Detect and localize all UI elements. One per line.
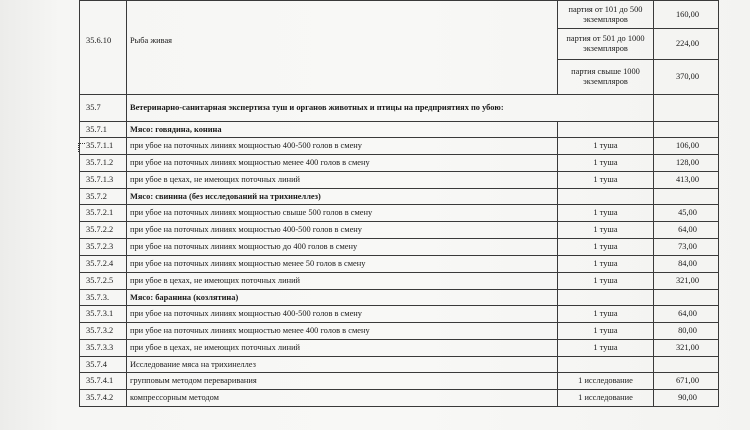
row-price: 321,00 — [654, 340, 719, 357]
table-row — [80, 390, 719, 407]
row-unit: 1 туша — [558, 155, 654, 172]
table-row — [80, 1, 719, 29]
table-row — [80, 205, 719, 222]
table-row — [80, 239, 719, 256]
table-row — [80, 323, 719, 340]
row-unit: 1 туша — [558, 222, 654, 239]
row-name: при убое на поточных линиях мощностью 400-500 голов в смену — [127, 222, 558, 239]
row-code: 35.7.1.1 — [80, 138, 127, 155]
row-price: 64,00 — [654, 222, 719, 239]
section-title: Исследование мяса на трихинеллез — [127, 357, 558, 373]
scan-mark — [78, 143, 85, 152]
row-name: групповым методом переваривания — [127, 373, 558, 390]
section-row — [80, 290, 719, 306]
row-name: Рыба живая — [127, 1, 558, 95]
section-code: 35.7.4 — [80, 357, 127, 373]
row-price: 84,00 — [654, 256, 719, 273]
row-code: 35.7 — [80, 95, 127, 122]
row-unit: 1 исследование — [558, 373, 654, 390]
row-code: 35.7.2.4 — [80, 256, 127, 273]
table-row — [80, 155, 719, 172]
section-row — [80, 357, 719, 373]
row-unit: 1 туша — [558, 138, 654, 155]
table-row — [80, 138, 719, 155]
row-price: 413,00 — [654, 172, 719, 189]
row-name: при убое на поточных линиях мощностью 400-500 голов в смену — [127, 306, 558, 323]
row-price: 45,00 — [654, 205, 719, 222]
row-price: 90,00 — [654, 390, 719, 407]
row-code: 35.7.3.1 — [80, 306, 127, 323]
row-code: 35.7.4.2 — [80, 390, 127, 407]
row-unit: 1 туша — [558, 256, 654, 273]
row-price: 370,00 — [654, 60, 719, 95]
section-code: 35.7.2 — [80, 189, 127, 205]
section-code: 35.7.3. — [80, 290, 127, 306]
row-code: 35.7.3.3 — [80, 340, 127, 357]
row-unit: партия от 501 до 1000 экземпляров — [558, 29, 654, 60]
row-code: 35.7.2.5 — [80, 273, 127, 290]
row-name: при убое на поточных линиях мощностью менее 400 голов в смену — [127, 323, 558, 340]
row-price: 106,00 — [654, 138, 719, 155]
section-title: Мясо: баранина (козлятина) — [127, 290, 558, 306]
table-row — [80, 172, 719, 189]
row-unit: партия от 101 до 500 экземпляров — [558, 1, 654, 29]
table-row — [80, 306, 719, 323]
row-name: при убое в цехах, не имеющих поточных линий — [127, 172, 558, 189]
row-unit: 1 туша — [558, 340, 654, 357]
row-price: 160,00 — [654, 1, 719, 29]
row-code: 35.7.4.1 — [80, 373, 127, 390]
row-code: 35.7.2.3 — [80, 239, 127, 256]
table-row — [80, 256, 719, 273]
row-price: 671,00 — [654, 373, 719, 390]
section-title: Мясо: свинина (без исследований на трихинеллез) — [127, 189, 558, 205]
table-row — [80, 340, 719, 357]
row-code: 35.7.3.2 — [80, 323, 127, 340]
row-price: 73,00 — [654, 239, 719, 256]
row-name: при убое на поточных линиях мощностью 400-500 голов в смену — [127, 138, 558, 155]
row-code: 35.6.10 — [80, 1, 127, 95]
section-code: 35.7.1 — [80, 122, 127, 138]
table-row — [80, 95, 719, 122]
tariff-table — [79, 0, 719, 407]
row-name: при убое на поточных линиях мощностью до 400 голов в смену — [127, 239, 558, 256]
row-unit: 1 туша — [558, 273, 654, 290]
row-unit: 1 туша — [558, 323, 654, 340]
row-price: 321,00 — [654, 273, 719, 290]
row-code: 35.7.1.3 — [80, 172, 127, 189]
row-unit: 1 туша — [558, 239, 654, 256]
row-price: 224,00 — [654, 29, 719, 60]
row-price: 80,00 — [654, 323, 719, 340]
row-unit: 1 исследование — [558, 390, 654, 407]
table-row — [80, 222, 719, 239]
row-code: 35.7.1.2 — [80, 155, 127, 172]
row-unit: партия свыше 1000 экземпляров — [558, 60, 654, 95]
row-name: при убое на поточных линиях мощностью свыше 500 голов в смену — [127, 205, 558, 222]
row-price: 64,00 — [654, 306, 719, 323]
section-heading: Ветеринарно-санитарная экспертиза туш и органов животных и птицы на предприятиях по убою: — [127, 95, 654, 122]
table-row — [80, 273, 719, 290]
row-name: при убое в цехах, не имеющих поточных линий — [127, 340, 558, 357]
section-row — [80, 189, 719, 205]
row-code: 35.7.2.1 — [80, 205, 127, 222]
table-row — [80, 373, 719, 390]
row-unit: 1 туша — [558, 306, 654, 323]
section-title: Мясо: говядина, конина — [127, 122, 558, 138]
row-code: 35.7.2.2 — [80, 222, 127, 239]
row-unit: 1 туша — [558, 205, 654, 222]
section-row — [80, 122, 719, 138]
row-name: при убое на поточных линиях мощностью менее 400 голов в смену — [127, 155, 558, 172]
row-unit: 1 туша — [558, 172, 654, 189]
row-name: компрессорным методом — [127, 390, 558, 407]
row-name: при убое на поточных линиях мощностью менее 50 голов в смену — [127, 256, 558, 273]
row-price: 128,00 — [654, 155, 719, 172]
row-name: при убое в цехах, не имеющих поточных линий — [127, 273, 558, 290]
